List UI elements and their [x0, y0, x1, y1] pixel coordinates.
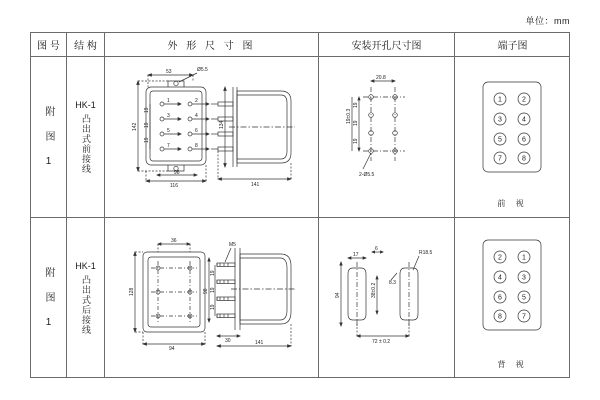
- svg-text:R18.5: R18.5: [419, 250, 433, 256]
- cell-terminal-2: [455, 218, 570, 378]
- svg-text:19: 19: [353, 138, 359, 144]
- svg-text:3: 3: [167, 113, 170, 119]
- svg-text:Ø5.5: Ø5.5: [197, 67, 208, 73]
- svg-text:134: 134: [219, 120, 225, 129]
- cell-terminal-1: [455, 57, 570, 217]
- svg-text:19: 19: [353, 120, 359, 126]
- svg-text:19: 19: [144, 107, 150, 113]
- svg-text:19±0.3: 19±0.3: [346, 108, 352, 124]
- svg-text:4: 4: [498, 274, 502, 282]
- svg-text:19: 19: [353, 102, 359, 108]
- svg-text:6: 6: [195, 128, 198, 134]
- svg-text:7: 7: [498, 155, 502, 163]
- svg-text:1: 1: [167, 98, 170, 104]
- cell-drawing-no-1: [31, 57, 67, 217]
- header-cell-outline: 外 形 尺 寸 图: [105, 33, 319, 56]
- svg-text:142: 142: [132, 122, 138, 131]
- svg-text:2: 2: [195, 98, 198, 104]
- svg-text:19: 19: [210, 270, 216, 276]
- drawing-no-label: 附 图 1: [43, 266, 54, 330]
- outline-drawing-front: [105, 57, 318, 217]
- cell-outline-2: [105, 218, 319, 378]
- svg-text:17: 17: [353, 252, 359, 258]
- svg-text:94: 94: [169, 346, 175, 352]
- svg-text:5: 5: [522, 294, 526, 302]
- svg-text:128: 128: [129, 287, 135, 296]
- outline-drawing-rear: [105, 218, 318, 378]
- svg-text:38±0.2: 38±0.2: [371, 282, 377, 298]
- table-header-row: [31, 33, 569, 57]
- structure-code-label: HK-1: [75, 100, 96, 110]
- terminal-caption: 背 视: [497, 360, 528, 369]
- svg-text:6: 6: [375, 246, 378, 252]
- svg-text:6: 6: [522, 136, 526, 144]
- svg-text:7: 7: [522, 313, 526, 321]
- cell-drawing-no-2: [31, 218, 67, 378]
- table-row: [31, 57, 569, 218]
- terminal-drawing-front: [455, 57, 570, 217]
- svg-text:8: 8: [522, 155, 526, 163]
- svg-text:2: 2: [498, 254, 502, 262]
- svg-text:8: 8: [195, 143, 198, 149]
- spec-table: [30, 32, 570, 378]
- terminal-drawing-rear: [455, 218, 570, 378]
- svg-text:8: 8: [498, 313, 502, 321]
- header-cell-terminal: 端子图: [497, 41, 528, 52]
- structure-desc-label: 凸出式后接线: [81, 275, 91, 335]
- svg-text:141: 141: [255, 340, 264, 346]
- cell-outline-1: [105, 57, 319, 217]
- svg-text:1: 1: [522, 254, 526, 262]
- svg-text:19: 19: [144, 122, 150, 128]
- svg-text:53: 53: [166, 69, 172, 75]
- terminal-caption: 前 视: [497, 199, 528, 208]
- svg-text:6: 6: [498, 294, 502, 302]
- svg-text:94: 94: [335, 292, 341, 298]
- svg-text:141: 141: [251, 182, 260, 188]
- svg-text:116: 116: [170, 183, 178, 189]
- svg-text:8.3: 8.3: [389, 280, 396, 286]
- svg-text:72 ± 0.2: 72 ± 0.2: [372, 339, 391, 345]
- svg-text:4: 4: [195, 113, 198, 119]
- svg-text:19: 19: [144, 137, 150, 143]
- svg-text:1: 1: [498, 96, 502, 104]
- svg-text:2: 2: [522, 96, 526, 104]
- svg-text:2-Ø5.5: 2-Ø5.5: [359, 172, 375, 178]
- svg-text:5: 5: [167, 128, 170, 134]
- svg-text:4: 4: [522, 116, 526, 124]
- svg-text:5: 5: [498, 136, 502, 144]
- cell-structure-1: [67, 57, 105, 217]
- mounting-drawing-front: [319, 57, 454, 217]
- table-row: [31, 218, 569, 378]
- drawing-no-label: 附 图 1: [43, 105, 54, 169]
- svg-text:96: 96: [174, 170, 180, 176]
- cell-structure-2: [67, 218, 105, 378]
- svg-text:7: 7: [167, 143, 170, 149]
- mounting-drawing-rear: [319, 218, 454, 378]
- structure-desc-label: 凸出式前接线: [81, 114, 91, 174]
- svg-text:19: 19: [210, 304, 216, 310]
- cell-mounting-1: [319, 57, 455, 217]
- svg-text:19: 19: [210, 287, 216, 293]
- svg-text:36: 36: [171, 238, 177, 244]
- svg-text:3: 3: [498, 116, 502, 124]
- svg-text:98: 98: [203, 288, 209, 294]
- header-cell-structure: 结 构: [67, 33, 105, 56]
- svg-text:3: 3: [522, 274, 526, 282]
- unit-note: 单位：mm: [525, 16, 570, 26]
- svg-text:30: 30: [225, 338, 231, 344]
- cell-mounting-2: [319, 218, 455, 378]
- svg-text:M5: M5: [229, 242, 236, 248]
- svg-text:20.8: 20.8: [376, 75, 386, 81]
- header-cell-drawing-no: 图 号: [31, 33, 67, 56]
- header-cell-mounting: 安装开孔尺寸图: [319, 33, 455, 56]
- structure-code-label: HK-1: [75, 261, 96, 271]
